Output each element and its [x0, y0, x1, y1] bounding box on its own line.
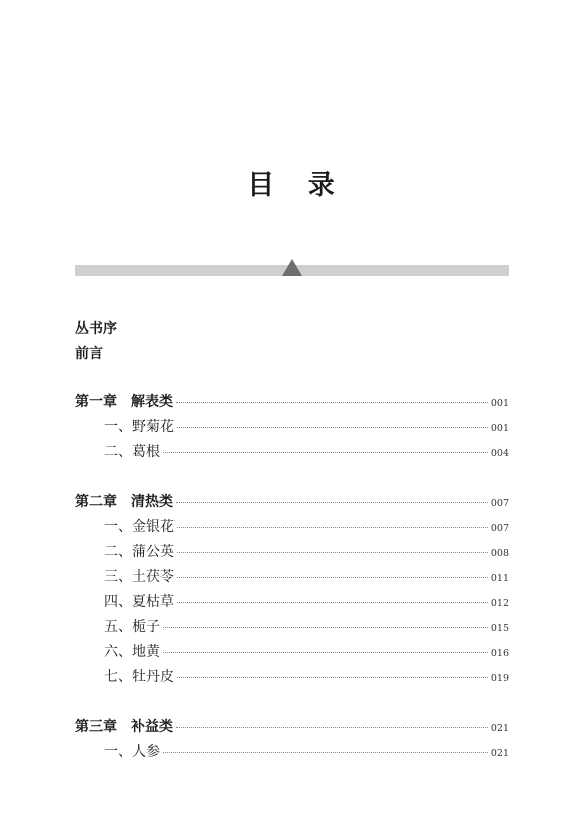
triangle-marker-icon — [282, 259, 302, 276]
toc-entry-label: 二、蒲公英 — [104, 544, 174, 560]
toc-entry-label: 一、人参 — [104, 744, 160, 760]
toc-section[interactable] — [104, 566, 509, 584]
toc-entry-label: 七、牡丹皮 — [104, 669, 174, 685]
toc-section[interactable] — [104, 616, 509, 634]
toc-dot-leader — [176, 502, 488, 503]
toc-dot-leader — [163, 752, 488, 753]
toc-page-number: 007 — [490, 523, 509, 534]
toc-section[interactable] — [104, 641, 509, 659]
toc-entry-label: 四、夏枯草 — [104, 594, 174, 610]
toc-dot-leader — [177, 577, 488, 578]
toc-page-number: 007 — [490, 498, 509, 509]
toc-page-number: 001 — [490, 398, 509, 409]
toc-dot-leader — [177, 602, 488, 603]
toc-chapter-1[interactable] — [75, 391, 509, 409]
toc-page-number: 004 — [490, 448, 509, 459]
toc-entry-label: 二、葛根 — [104, 444, 160, 460]
toc-dot-leader — [163, 652, 488, 653]
toc-dot-leader — [177, 427, 488, 428]
page-title: 目 录 — [247, 170, 347, 201]
toc-chapter-3[interactable] — [75, 716, 509, 734]
toc-dot-leader — [176, 727, 488, 728]
toc-section[interactable] — [104, 441, 509, 459]
toc-dot-leader — [176, 402, 488, 403]
toc-dot-leader — [163, 627, 488, 628]
toc-entry-label: 一、野菊花 — [104, 419, 174, 435]
toc-entry-label: 六、地黄 — [104, 644, 160, 660]
toc-page-number: 012 — [490, 598, 509, 609]
toc-page-number: 008 — [490, 548, 509, 559]
toc-page-number: 021 — [490, 748, 509, 759]
toc-page-number: 015 — [490, 623, 509, 634]
toc-section[interactable] — [104, 516, 509, 534]
toc-page-number: 001 — [490, 423, 509, 434]
toc-section[interactable] — [104, 591, 509, 609]
toc-dot-leader — [177, 677, 488, 678]
toc-section[interactable] — [104, 741, 509, 759]
toc-section[interactable] — [104, 416, 509, 434]
toc-section[interactable] — [104, 666, 509, 684]
toc-front-preface[interactable]: 前言 — [75, 346, 103, 362]
toc-page-number: 019 — [490, 673, 509, 684]
toc-entry-label: 第二章 清热类 — [75, 494, 173, 510]
toc-page-number: 021 — [490, 723, 509, 734]
toc-entry-label: 三、土茯苓 — [104, 569, 174, 585]
toc-page-number: 016 — [490, 648, 509, 659]
toc-dot-leader — [177, 552, 488, 553]
toc-entry-label: 五、栀子 — [104, 619, 160, 635]
toc-chapter-2[interactable] — [75, 491, 509, 509]
toc-page-number: 011 — [490, 573, 509, 584]
toc-section[interactable] — [104, 541, 509, 559]
toc-entry-label: 一、金银花 — [104, 519, 174, 535]
toc-dot-leader — [177, 527, 488, 528]
toc-entry-label: 第三章 补益类 — [75, 719, 173, 735]
toc-dot-leader — [163, 452, 488, 453]
toc-front-series-preface[interactable]: 丛书序 — [75, 321, 117, 337]
toc-entry-label: 第一章 解表类 — [75, 394, 173, 410]
